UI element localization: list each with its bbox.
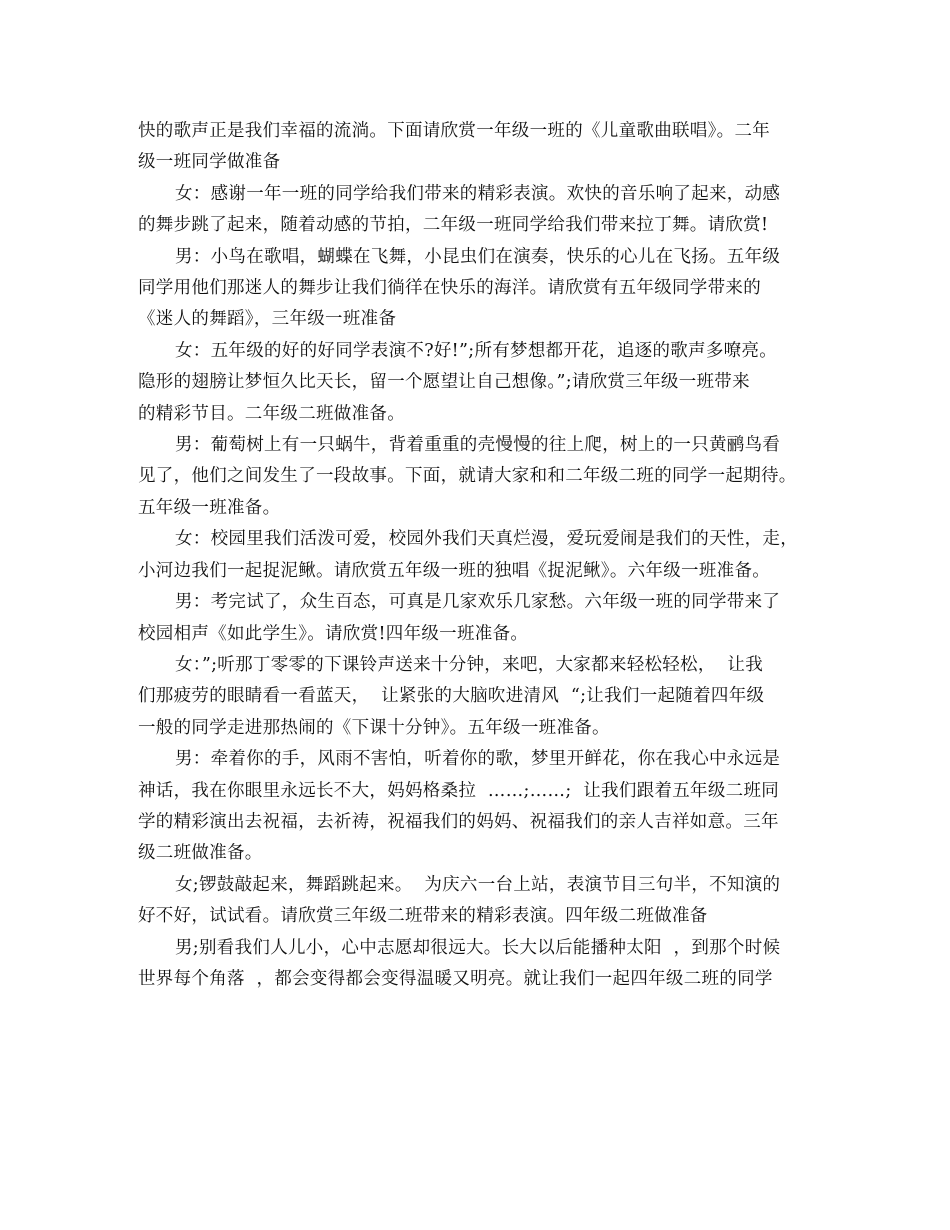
text-line: 世界每个角落 ，都会变得都会变得温暖又明亮。就让我们一起四年级二班的同学 [138,968,773,989]
text-line: 小河边我们一起捉泥鳅。请欣赏五年级一班的独唱《捉泥鳅》。六年级一班准备。 [138,560,771,581]
text-line: 女：感谢一年一班的同学给我们带来的精彩表演。欢快的音乐响了起来，动感 [175,183,781,204]
text-line: 男：葡萄树上有一只蜗牛，背着重重的壳慢慢的往上爬，树上的一只黄鹂鸟看 [175,435,781,456]
text-line: 女：”;听那丁零零的下课铃声送来十分钟，来吧，大家都来轻松轻松， 让我 [175,654,764,675]
text-line: 好不好，试试看。请欣赏三年级二班带来的精彩表演。四年级二班做准备 [138,906,708,927]
paragraph [138,933,818,996]
paragraph [138,524,818,587]
text-line: 男：小鸟在歌唱，蝴蝶在飞舞，小昆虫们在演奏，快乐的心儿在飞扬。五年级 [175,246,781,267]
paragraph [138,336,818,430]
text-line: 同学用他们那迷人的舞步让我们徜徉在快乐的海洋。请欣赏有五年级同学带来的 [138,278,761,299]
text-line: 男：牵着你的手，风雨不害怕，听着你的歌，梦里开鲜花，你在我心中永远是 [175,749,781,770]
text-line: 级二班做准备。 [138,843,263,864]
text-line: 一般的同学走进那热闹的《下课十分钟》。五年级一班准备。 [138,717,610,738]
paragraph [138,650,818,744]
text-line: 级一班同学做准备 [138,152,281,173]
paragraph [138,430,818,524]
paragraph [138,870,818,933]
text-line: 女：五年级的好的好同学表演不?好!”;所有梦想都开花，追逐的歌声多嘹亮。 [175,340,778,361]
text-line: 女：校园里我们活泼可爱，校园外我们天真烂漫，爱玩爱闹是我们的天性，走， [175,529,798,550]
text-line: 神话，我在你眼里永远长不大，妈妈格桑拉 ……;……; 让我们跟着五年级二班同 [138,780,780,801]
text-line: 学的精彩演出去祝福，去祈祷，祝福我们的妈妈、祝福我们的亲人吉祥如意。三年 [138,811,779,832]
text-line: 隐形的翅膀让梦恒久比天长，留一个愿望让自己想像。”;请欣赏三年级一班带来 [138,372,750,393]
text-line: 的精彩节目。二年级二班做准备。 [138,403,405,424]
text-line: 男：考完试了，众生百态，可真是几家欢乐几家愁。六年级一班的同学带来了 [175,592,781,613]
text-line: 《迷人的舞蹈》，三年级一班准备 [138,309,397,330]
text-line: 们那疲劳的眼睛看一看蓝天， 让紧张的大脑吹进清风 “;让我们一起随着四年级 [138,686,765,707]
text-line: 女;锣鼓敲起来，舞蹈跳起来。 为庆六一台上站，表演节目三句半，不知演的 [175,874,781,895]
paragraph [138,179,818,242]
paragraph [138,242,818,336]
text-line: 男;别看我们人儿小，心中志愿却很远大。长大以后能播种太阳 ，到那个时候 [175,937,781,958]
paragraph [138,587,818,650]
document-body [138,116,818,995]
paragraph [138,116,818,179]
text-line: 校园相声《如此学生》。请欣赏!四年级一班准备。 [138,623,529,644]
text-line: 五年级一班准备。 [138,497,281,518]
text-line: 快的歌声正是我们幸福的流淌。下面请欣赏一年级一班的《儿童歌曲联唱》。二年 [138,121,771,141]
text-line: 的舞步跳了起来，随着动感的节拍，二年级一班同学给我们带来拉丁舞。请欣赏! [138,215,769,236]
paragraph [138,744,818,870]
text-line: 见了，他们之间发生了一段故事。下面，就请大家和和二年级二班的同学一起期待。 [138,466,797,487]
